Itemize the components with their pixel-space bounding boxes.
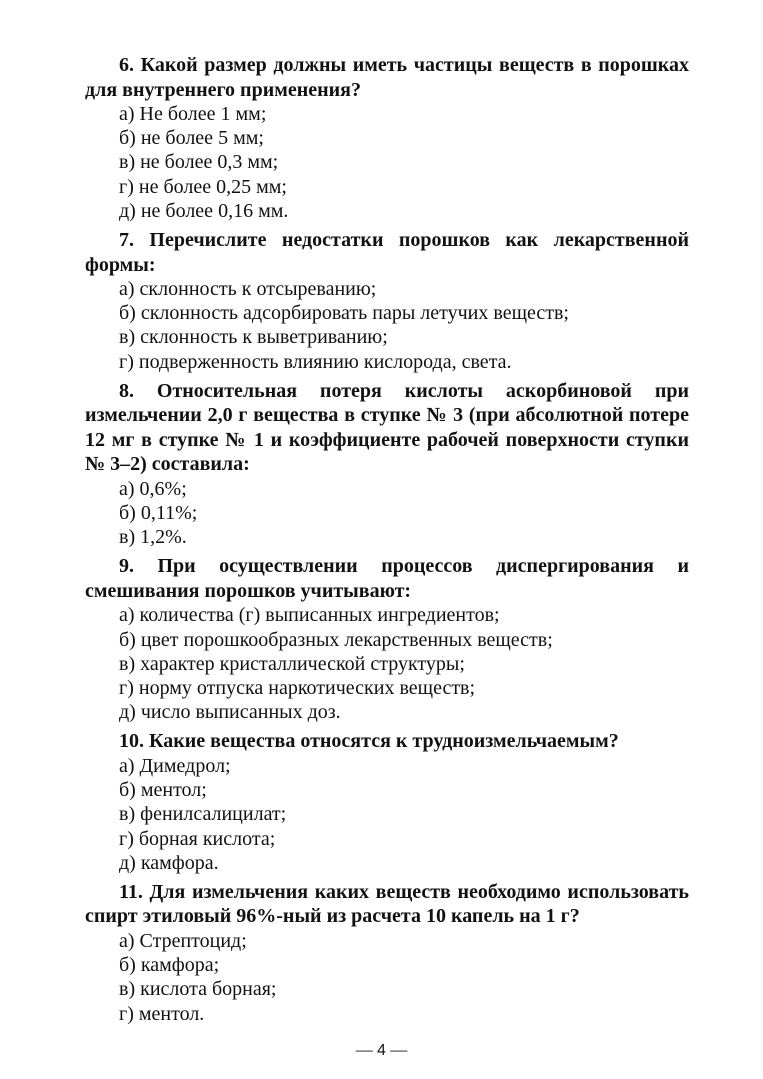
question-title: 6. Какой размер должны иметь частицы веществ в порошках для внутреннего применения? — [85, 54, 689, 101]
question-11 — [85, 880, 689, 1026]
answer-option: в) 1,2%. — [119, 526, 187, 549]
answer-option: г) ментол. — [119, 1002, 205, 1025]
footer-dash-right: — — [390, 1040, 408, 1059]
page-footer — [0, 1040, 763, 1061]
answer-list — [85, 754, 689, 875]
answer-option: в) характер кристаллической структуры; — [119, 652, 465, 675]
question-8 — [85, 379, 689, 550]
answer-option: б) склонность адсорбировать пары летучих веществ; — [119, 302, 569, 325]
answer-option: б) цвет порошкообразных лекарственных веществ; — [119, 628, 553, 651]
question-title: 7. Перечислите недостатки порошков как лекарственной формы: — [85, 229, 689, 276]
question-9 — [85, 554, 689, 724]
answer-option: б) не более 5 мм; — [119, 127, 264, 150]
question-title: 8. Относительная потеря кислоты аскорбиновой при измельчении 2,0 г вещества в ступке № 3 (при абсолютной потере 12 мг в ступке № 1 и коэффициенте рабочей поверхности ступки № 3–2) составила: — [85, 379, 689, 476]
answer-list — [85, 102, 689, 223]
question-10 — [85, 729, 689, 875]
answer-list — [85, 477, 689, 550]
question-title: 10. Какие вещества относятся к трудноизмельчаемым? — [119, 730, 619, 753]
answer-option: а) Димедрол; — [119, 754, 231, 777]
answer-option: а) 0,6%; — [119, 477, 187, 500]
answer-option: б) 0,11%; — [119, 502, 198, 525]
answer-option: д) камфора. — [119, 851, 219, 874]
answer-option: в) фенилсалицилат; — [119, 803, 287, 826]
answer-option: б) камфора; — [119, 954, 220, 977]
footer-dash-left: — — [355, 1040, 373, 1059]
answer-option: в) кислота борная; — [119, 978, 277, 1001]
question-list — [85, 53, 689, 1026]
answer-option: а) количества (г) выписанных ингредиентов; — [119, 604, 500, 627]
answer-option: г) борная кислота; — [119, 827, 276, 850]
answer-option: г) подверженность влиянию кислорода, света. — [119, 350, 512, 373]
question-title: 9. При осуществлении процессов диспергирования и смешивания порошков учитывают: — [85, 555, 689, 602]
answer-option: д) число выписанных доз. — [119, 701, 341, 724]
answer-list — [85, 929, 689, 1026]
answer-option: в) склонность к выветриванию; — [119, 326, 388, 349]
answer-option: г) не более 0,25 мм; — [119, 175, 287, 198]
answer-option: в) не более 0,3 мм; — [119, 151, 279, 174]
answer-list — [85, 277, 689, 374]
page-number: 4 — [377, 1042, 386, 1059]
question-6 — [85, 53, 689, 223]
answer-list — [85, 603, 689, 724]
answer-option: б) ментол; — [119, 779, 207, 802]
answer-option: а) Стрептоцид; — [119, 929, 247, 952]
answer-option: д) не более 0,16 мм. — [119, 199, 289, 222]
question-7 — [85, 228, 689, 374]
question-title: 11. Для измельчения каких веществ необходимо использовать спирт этиловый 96%-ный из расчета 10 капель на 1 г? — [85, 880, 689, 928]
answer-option: а) Не более 1 мм; — [119, 103, 267, 125]
answer-option: г) норму отпуска наркотических веществ; — [119, 677, 476, 700]
answer-option: а) склонность к отсыреванию; — [119, 278, 377, 301]
